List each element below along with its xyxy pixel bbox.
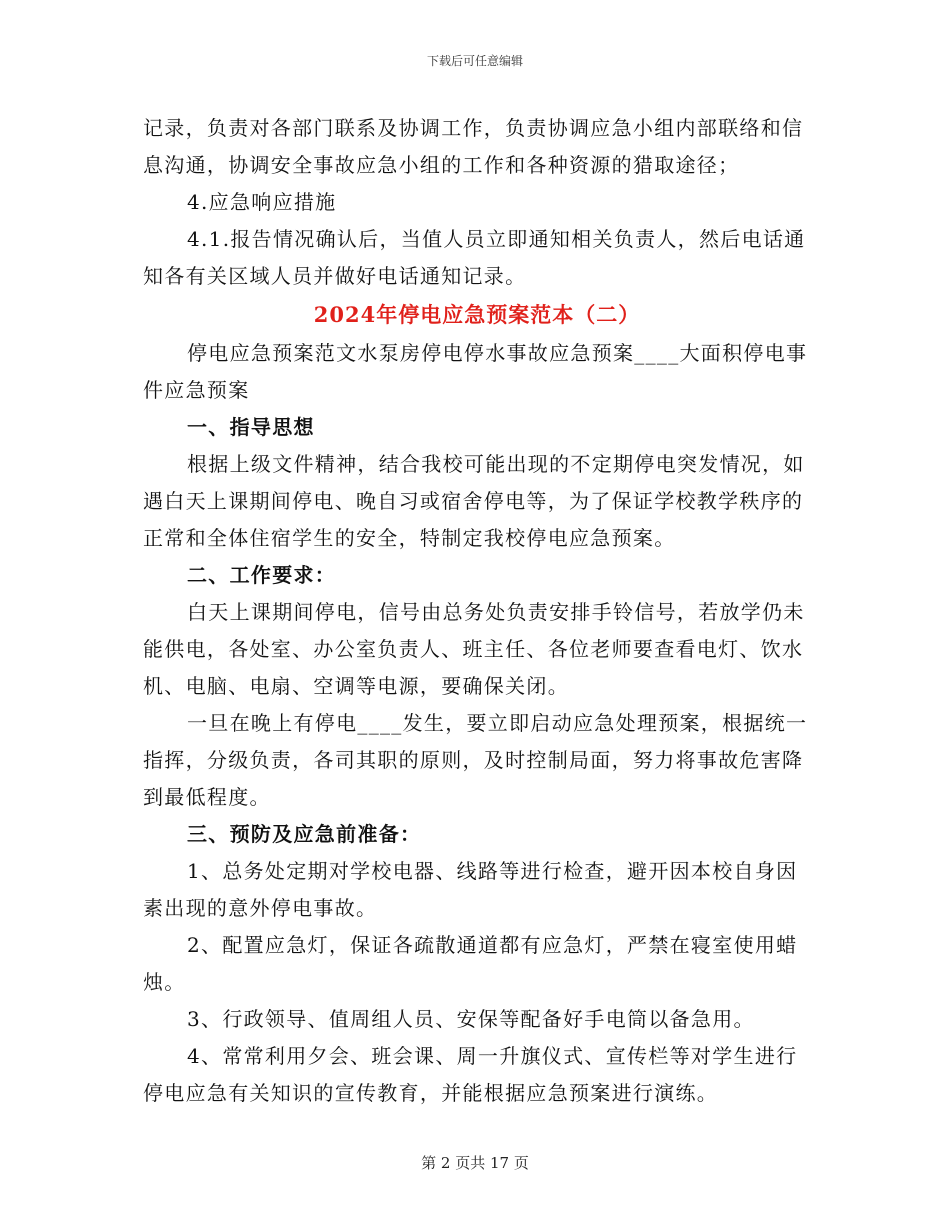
page-footer: 第 2 页共 17 页 bbox=[421, 1154, 529, 1172]
heading-guiding-thought: 一、指导思想 bbox=[187, 415, 315, 439]
list-item-3: 3、行政领导、值周组人员、安保等配备好手电筒以备急用。 bbox=[187, 1007, 755, 1031]
document-title: 2024年停电应急预案范本（二） bbox=[313, 302, 641, 327]
paragraph-continuation: 记录，负责对各部门联系及协调工作，负责协调应急小组内部联络和信息沟通，协调安全事故应急小组的工作和各种资源的猎取途径； bbox=[143, 116, 804, 177]
page-header: 下载后可任意编辑 bbox=[426, 54, 523, 68]
list-item-1: 1、总务处定期对学校电器、线路等进行检查，避开因本校自身因素出现的意外停电事故。 bbox=[143, 859, 798, 920]
paragraph-guiding-thought: 根据上级文件精神，结合我校可能出现的不定期停电突发情况，如遇白天上课期间停电、晚自习或宿舍停电等，为了保证学校教学秩序的正常和全体住宿学生的安全，特制定我校停电应急预案。 bbox=[143, 452, 805, 550]
document-body bbox=[143, 110, 811, 1112]
paragraph-intro: 停电应急预案范文水泵房停电停水事故应急预案____大面积停电事件应急预案 bbox=[143, 341, 808, 402]
section-heading-4: 4.应急响应措施 bbox=[187, 190, 337, 214]
heading-prevention: 三、预防及应急前准备： bbox=[187, 822, 422, 846]
paragraph-daytime-outage: 白天上课期间停电，信号由总务处负责安排手铃信号，若放学仍未能供电，各处室、办公室负责人、班主任、各位老师要查看电灯、饮水机、电脑、电扇、空调等电源，要确保关闭。 bbox=[143, 600, 805, 698]
heading-work-requirements: 二、工作要求： bbox=[187, 563, 337, 587]
paragraph-night-outage: 一旦在晚上有停电____发生，要立即启动应急处理预案，根据统一指挥，分级负责，各司其职的原则，及时控制局面，努力将事故危害降到最低程度。 bbox=[143, 711, 808, 809]
paragraph-4-1: 4.1.报告情况确认后，当值人员立即通知相关负责人，然后电话通知各有关区域人员并做好电话通知记录。 bbox=[143, 227, 806, 288]
list-item-4: 4、常常利用夕会、班会课、周一升旗仪式、宣传栏等对学生进行停电应急有关知识的宣传教育，并能根据应急预案进行演练。 bbox=[143, 1044, 798, 1105]
list-item-2: 2、配置应急灯，保证各疏散通道都有应急灯，严禁在寝室使用蜡烛。 bbox=[143, 933, 798, 994]
